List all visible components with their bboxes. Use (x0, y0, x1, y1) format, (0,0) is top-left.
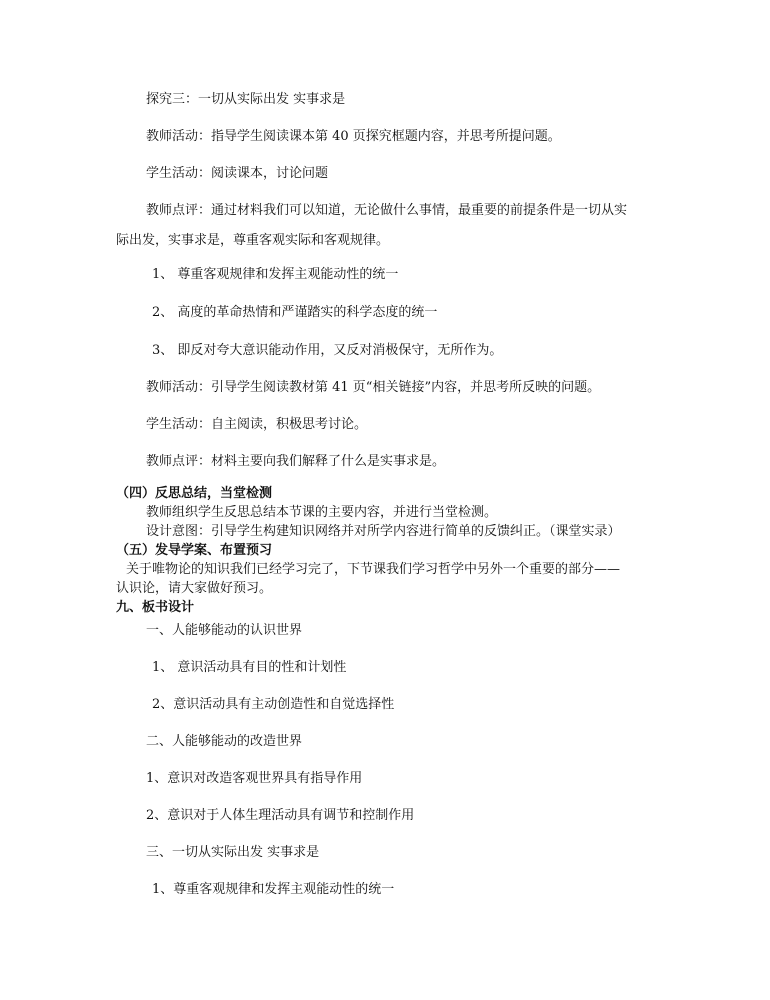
teacher-activity-1: 教师活动：指导学生阅读课本第 40 页探究框题内容，并思考所提问题。 (146, 129, 561, 144)
section-four-heading: （四）反思总结，当堂检测 (116, 486, 273, 501)
teacher-comment-1-line2: 际出发，实事求是，尊重客观实际和客观规律。 (116, 233, 390, 248)
board-point-one: 一、人能够能动的认识世界 (146, 623, 303, 638)
board-design-heading: 九、板书设计 (116, 600, 195, 615)
section-five-heading: （五）发导学案、布置预习 (116, 543, 273, 558)
board-point-two: 二、人能够能动的改造世界 (146, 734, 303, 749)
board-point-one-item-2: 2、意识活动具有主动创造性和自觉选择性 (152, 697, 395, 712)
section-four-body: 教师组织学生反思总结本节课的主要内容，并进行当堂检测。 (146, 505, 498, 520)
board-point-three: 三、一切从实际出发 实事求是 (146, 845, 320, 860)
teacher-comment-1-line1: 教师点评：通过材料我们可以知道，无论做什么事情，最重要的前提条件是一切从实 (146, 203, 628, 218)
teacher-activity-2: 教师活动：引导学生阅读教材第 41 页“相关链接”内容，并思考所反映的问题。 (146, 380, 601, 395)
board-point-two-item-2: 2、意识对于人体生理活动具有调节和控制作用 (146, 808, 415, 823)
student-activity-2: 学生活动：自主阅读，积极思考讨论。 (146, 417, 368, 432)
student-activity-1: 学生活动：阅读课本，讨论问题 (146, 166, 329, 181)
inquiry-three-heading: 探究三：一切从实际出发 实事求是 (146, 92, 346, 107)
section-five-body-line1: 关于唯物论的知识我们已经学习完了，下节课我们学习哲学中另外一个重要的部分—— (126, 562, 621, 577)
teacher-comment-2: 教师点评：材料主要向我们解释了什么是实事求是。 (146, 454, 446, 469)
list-item-1: 1、 尊重客观规律和发挥主观能动性的统一 (152, 267, 399, 282)
section-five-body-line2: 认识论，请大家做好预习。 (116, 581, 273, 596)
board-point-three-item-1: 1、尊重客观规律和发挥主观能动性的统一 (152, 882, 395, 897)
list-item-2: 2、 高度的革命热情和严谨踏实的科学态度的统一 (152, 305, 438, 320)
board-point-one-item-1: 1、 意识活动具有目的性和计划性 (152, 660, 347, 675)
design-intent: 设计意图：引导学生构建知识网络并对所学内容进行简单的反馈纠正。（课堂实录） (146, 524, 621, 539)
board-point-two-item-1: 1、意识对改造客观世界具有指导作用 (146, 771, 363, 786)
list-item-3: 3、 即反对夸大意识能动作用，又反对消极保守，无所作为。 (152, 343, 503, 358)
